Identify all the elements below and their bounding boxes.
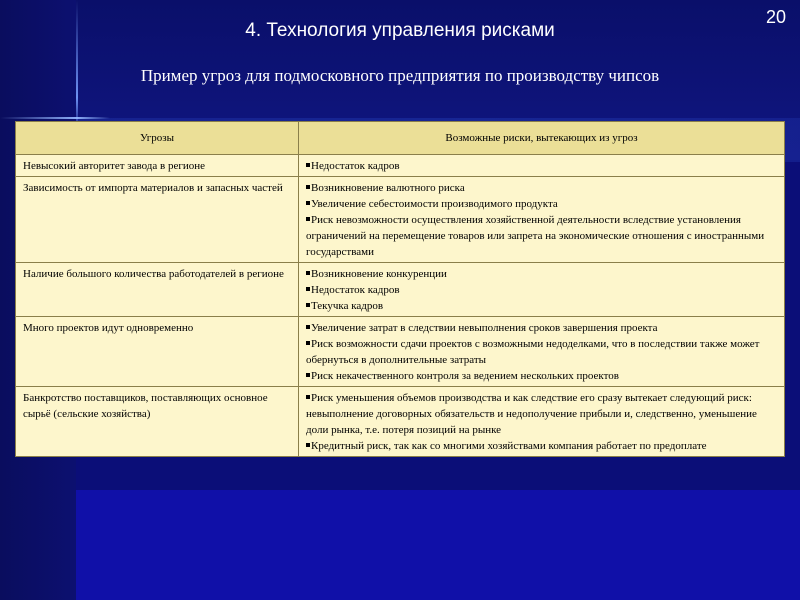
risk-text: Риск невозможности осуществления хозяйственной деятельности вследствие установления ограничений на перемещение товаров или запрета на экономические отношения с иностранными государствами [306, 214, 765, 258]
bullet-icon [306, 341, 310, 345]
risk-text: Возникновение валютного риска [311, 182, 465, 194]
risk-item [306, 336, 778, 368]
risk-text: Риск некачественного контроля за ведением нескольких проектов [311, 370, 619, 382]
risk-list [306, 266, 778, 314]
bullet-icon [306, 443, 310, 447]
risks-cell [299, 317, 785, 387]
risk-item [306, 282, 778, 298]
table-row [16, 263, 785, 317]
risk-item [306, 390, 778, 438]
risk-text: Недостаток кадров [311, 160, 400, 172]
bullet-icon [306, 325, 310, 329]
risks-cell [299, 263, 785, 317]
risk-list [306, 158, 778, 174]
risk-list [306, 320, 778, 384]
risk-text: Увеличение себестоимости производимого продукта [311, 198, 558, 210]
page-number: 20 [765, 7, 786, 27]
bullet-icon [306, 201, 310, 205]
risk-item [306, 212, 778, 260]
header-threats: Угрозы [16, 122, 299, 155]
decorative-horizontal-line [0, 117, 110, 119]
threat-cell: Наличие большого количества работодателей в регионе [16, 263, 299, 317]
slide-subtitle: Пример угроз для подмосковного предприятия по производству чипсов [140, 66, 660, 85]
table-row [16, 387, 785, 457]
table-row [16, 317, 785, 387]
risks-cell [299, 177, 785, 263]
bullet-icon [306, 217, 310, 221]
bullet-icon [306, 271, 310, 275]
threat-cell: Невысокий авторитет завода в регионе [16, 155, 299, 177]
risk-item [306, 438, 778, 454]
risk-item [306, 368, 778, 384]
risk-item [306, 196, 778, 212]
table-row [16, 177, 785, 263]
risk-item [306, 158, 778, 174]
header-risks: Возможные риски, вытекающих из угроз [299, 122, 785, 155]
risk-item [306, 298, 778, 314]
risk-text: Риск возможности сдачи проектов с возможными недоделками, что в последствии также может обернуться в дополнительные затраты [306, 338, 760, 366]
risk-text: Недостаток кадров [311, 284, 400, 296]
risks-cell [299, 155, 785, 177]
risk-list [306, 390, 778, 454]
risk-item [306, 320, 778, 336]
threat-cell: Зависимость от импорта материалов и запасных частей [16, 177, 299, 263]
slide-title: 4. Технология управления рисками [245, 20, 555, 41]
risks-cell [299, 387, 785, 457]
threats-risks-table [15, 121, 785, 457]
risk-text: Риск уменьшения объемов производства и как следствие его сразу вытекает следующий риск: невыполнение договорных обязательств и недополучение прибыли и, следственно, уменьшение доли рынка, т.е. потеря позиций на рынке [306, 392, 757, 436]
bullet-icon [306, 163, 310, 167]
risk-list [306, 180, 778, 260]
risk-text: Увеличение затрат в следствии невыполнения сроков завершения проекта [311, 322, 658, 334]
risk-item [306, 180, 778, 196]
risk-text: Возникновение конкуренции [311, 268, 447, 280]
table-row [16, 155, 785, 177]
bullet-icon [306, 303, 310, 307]
risk-item [306, 266, 778, 282]
bullet-icon [306, 395, 310, 399]
threat-cell: Банкротство поставщиков, поставляющих основное сырьё (сельские хозяйства) [16, 387, 299, 457]
risk-text: Кредитный риск, так как со многими хозяйствами компания работает по предоплате [311, 440, 707, 452]
bullet-icon [306, 185, 310, 189]
threat-cell: Много проектов идут одновременно [16, 317, 299, 387]
risk-text: Текучка кадров [311, 300, 384, 312]
background-bottom-panel [76, 490, 800, 600]
bullet-icon [306, 373, 310, 377]
table-header-row [16, 122, 785, 155]
bullet-icon [306, 287, 310, 291]
